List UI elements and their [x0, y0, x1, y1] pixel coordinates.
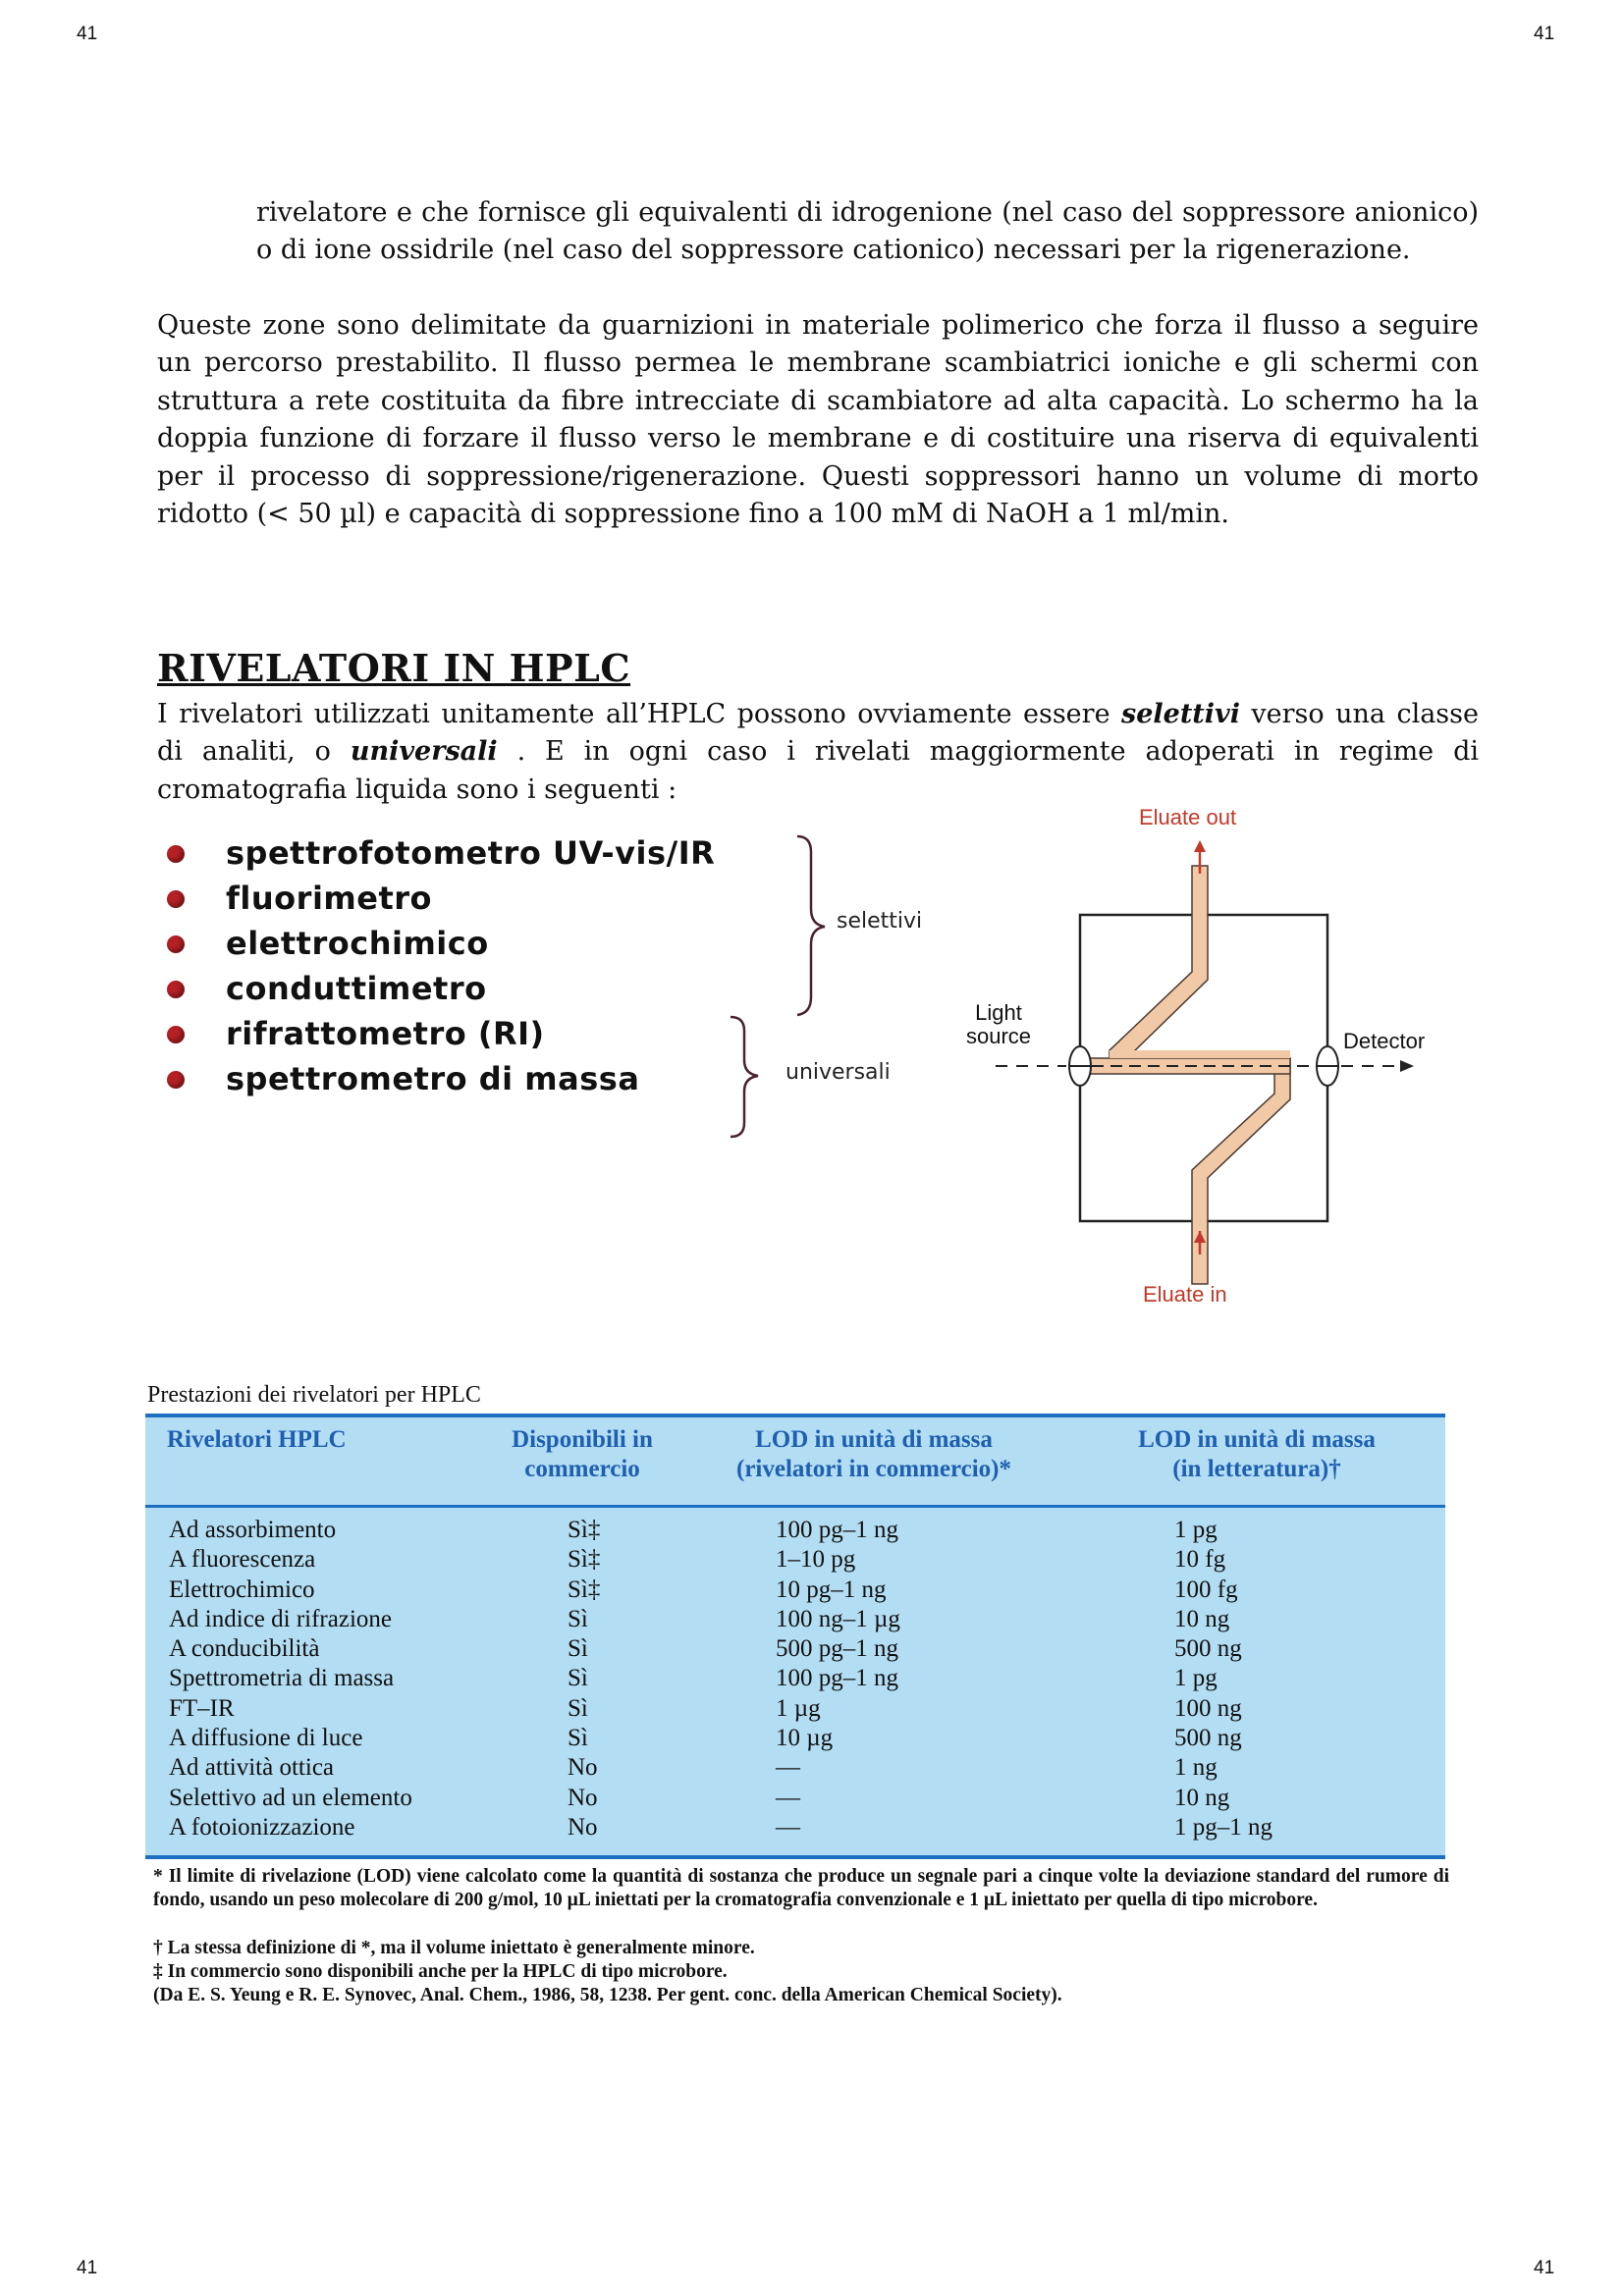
list-item-label: elettrochimico [226, 925, 489, 962]
cell-lod-literature: 10 ng [1174, 1605, 1230, 1632]
column-available [568, 1516, 600, 1842]
bullet-icon [167, 1071, 185, 1089]
header-lod-commercial [687, 1425, 1060, 1484]
footnote-star: * Il limite di rivelazione (LOD) viene calcolato come la quantità di sostanza che produce un segnale pari a cinque volte la deviazione standard del rumore di fondo, usando un peso molecolare di 200 g/mol, 10 µL iniettati per la cromatografia convenzionale e 1 µL iniettato per quella di tipo microbore. [153, 1866, 1449, 1910]
header-available [464, 1425, 700, 1484]
cell-detector: FT–IR [169, 1694, 235, 1722]
cell-lod-commercial: — [776, 1754, 800, 1782]
list-item [165, 830, 715, 876]
list-item [165, 966, 715, 1011]
cell-available: No [568, 1813, 598, 1841]
bullet-icon [167, 935, 185, 953]
bullet-icon [167, 845, 185, 863]
cell-available: Sì [568, 1694, 588, 1722]
intro-selettivi: selettivi [1121, 699, 1240, 729]
cell-detector: Spettrometria di massa [169, 1665, 395, 1692]
cell-available: Sì [568, 1635, 588, 1663]
footnote-dagger: † La stessa definizione di *, ma il volume iniettato è generalmente minore. [153, 1938, 755, 1958]
list-item [165, 921, 715, 966]
cell-available: Sì‡ [568, 1546, 601, 1574]
list-item-label: spettrofotometro UV-vis/IR [226, 834, 716, 872]
cell-detector: A diffusione di luce [169, 1725, 363, 1752]
list-item-label: fluorimetro [226, 880, 433, 917]
header-lod-literature [1090, 1425, 1424, 1484]
light-source-line2: source [966, 1024, 1032, 1048]
cell-available: Sì‡ [568, 1575, 601, 1603]
cell-lod-commercial: 100 ng–1 µg [776, 1605, 900, 1632]
cell-available: Sì [568, 1665, 588, 1692]
cell-detector: Elettrochimico [169, 1575, 315, 1603]
cell-lod-commercial: 1 µg [776, 1694, 821, 1722]
cell-lod-literature: 500 ng [1174, 1725, 1242, 1752]
cell-lod-commercial: — [776, 1784, 800, 1811]
intro-part1: I rivelatori utilizzati unitamente all’HPLC possono ovviamente essere [157, 699, 1121, 729]
cell-detector: Ad indice di rifrazione [169, 1605, 392, 1632]
column-lod-commercial [776, 1516, 900, 1842]
header-detector: Rivelatori HPLC [167, 1426, 347, 1453]
header-available-line1: Disponibili in [512, 1426, 653, 1453]
cell-lod-commercial: 1–10 pg [776, 1546, 856, 1574]
cell-lod-literature: 10 ng [1174, 1784, 1230, 1811]
detector-list [165, 830, 715, 1101]
cell-detector: A fotoionizzazione [169, 1813, 355, 1841]
cell-detector: Ad attività ottica [169, 1754, 335, 1782]
header-available-line2: commercio [524, 1456, 640, 1482]
bullet-icon [167, 1026, 185, 1043]
cell-available: Sì [568, 1725, 588, 1752]
header-lod-literature-line1: LOD in unità di massa [1138, 1426, 1376, 1453]
cell-lod-commercial: 500 pg–1 ng [776, 1635, 898, 1663]
header-lod-commercial-line1: LOD in unità di massa [755, 1426, 993, 1453]
table-header [145, 1417, 1445, 1508]
cell-available: Sì [568, 1605, 588, 1632]
bullet-icon [167, 981, 185, 998]
cell-lod-literature: 1 pg [1174, 1517, 1218, 1543]
list-item [165, 876, 715, 921]
brace-universal-icon [723, 1013, 772, 1141]
column-lod-literature [1174, 1516, 1272, 1842]
list-item [165, 1056, 715, 1101]
eluate-in-label: Eluate in [1143, 1282, 1227, 1307]
eluate-out-label: Eluate out [1139, 805, 1237, 829]
page-number-bottom-left: 41 [77, 2258, 98, 2278]
cell-detector: Selettivo ad un elemento [169, 1784, 412, 1811]
cell-lod-literature: 100 fg [1174, 1575, 1238, 1603]
header-lod-literature-line2: (in letteratura)† [1172, 1456, 1341, 1482]
paragraph-suppressor: Queste zone sono delimitate da guarnizioni in materiale polimerico che forza il flusso a seguire un percorso prestabilito. Il flusso permea le membrane scambiatrici ioniche e gli schermi con struttura a rete costituita da fibre intrecciate di scambiatore ad alta capacità. Lo schermo ha la doppia funzione di forzare il flusso verso le membrane e di costituire una riserva di equivalenti per il processo di soppressione/rigenerazione. Questi soppressori hanno un volume di morto ridotto (< 50 µl) e capacità di soppressione fino a 100 mM di NaOH a 1 ml/min. [157, 310, 1479, 530]
cell-lod-literature: 1 pg [1174, 1665, 1218, 1692]
intro-universali: universali [350, 736, 498, 768]
light-source-label [966, 1001, 1031, 1048]
footnote-double-dagger: ‡ In commercio sono disponibili anche per la HPLC di tipo microbore. [153, 1961, 728, 1982]
cell-lod-literature: 10 fg [1174, 1546, 1226, 1574]
cell-lod-literature: 500 ng [1174, 1635, 1242, 1663]
cell-lod-literature: 1 pg–1 ng [1174, 1813, 1272, 1841]
cell-detector: A conducibilità [169, 1635, 320, 1663]
cell-detector: A fluorescenza [169, 1546, 316, 1574]
page-number-top-left: 41 [77, 24, 98, 44]
cell-lod-literature: 100 ng [1174, 1694, 1242, 1722]
cell-detector: Ad assorbimento [169, 1517, 337, 1543]
page-number-top-right: 41 [1534, 24, 1555, 44]
list-item [165, 1011, 715, 1056]
brace-label-universal: universali [785, 1060, 891, 1085]
section-title: RIVELATORI IN HPLC [157, 646, 631, 690]
intro-part3: . E in ogni caso i rivelati maggiormente adoperati in regime di cromatografia liquida sono i seguenti : [157, 736, 1479, 805]
cell-lod-commercial: 10 pg–1 ng [776, 1575, 887, 1603]
brace-selective-icon [785, 832, 835, 1019]
cell-available: Sì‡ [568, 1517, 601, 1543]
table-caption: Prestazioni dei rivelatori per HPLC [147, 1382, 481, 1408]
header-lod-commercial-line2: (rivelatori in commercio)* [736, 1456, 1011, 1482]
list-item-label: spettrometro di massa [226, 1060, 640, 1097]
column-detector [169, 1516, 412, 1842]
light-source-line1: Light [975, 1000, 1022, 1025]
paragraph-continuation: rivelatore e che fornisce gli equivalenti di idrogenione (nel caso del soppressore anionico) o di ione ossidrile (nel caso del soppressore cationico) necessari per la rigenerazione. [256, 197, 1479, 266]
cell-available: No [568, 1784, 598, 1811]
detector-label: Detector [1343, 1029, 1426, 1053]
list-item-label: rifrattometro (RI) [226, 1015, 545, 1052]
list-item-label: conduttimetro [226, 970, 487, 1007]
footnote-source: (Da E. S. Yeung e R. E. Synovec, Anal. Chem., 1986, 58, 1238. Per gent. conc. della American Chemical Society). [153, 1985, 1062, 2005]
brace-label-selective: selettivi [837, 909, 923, 934]
intro-part2: verso una classe di analiti, o [157, 699, 1479, 768]
cell-lod-commercial: 100 pg–1 ng [776, 1517, 898, 1543]
cell-lod-literature: 1 ng [1174, 1754, 1218, 1782]
cell-lod-commercial: — [776, 1813, 800, 1841]
page-number-bottom-right: 41 [1534, 2258, 1555, 2278]
section-intro [157, 696, 1479, 809]
bullet-icon [167, 890, 185, 908]
cell-available: No [568, 1754, 598, 1782]
detector-performance-table [145, 1414, 1445, 1859]
cell-lod-commercial: 100 pg–1 ng [776, 1665, 898, 1692]
flow-cell-diagram [943, 805, 1434, 1315]
cell-lod-commercial: 10 µg [776, 1725, 834, 1752]
